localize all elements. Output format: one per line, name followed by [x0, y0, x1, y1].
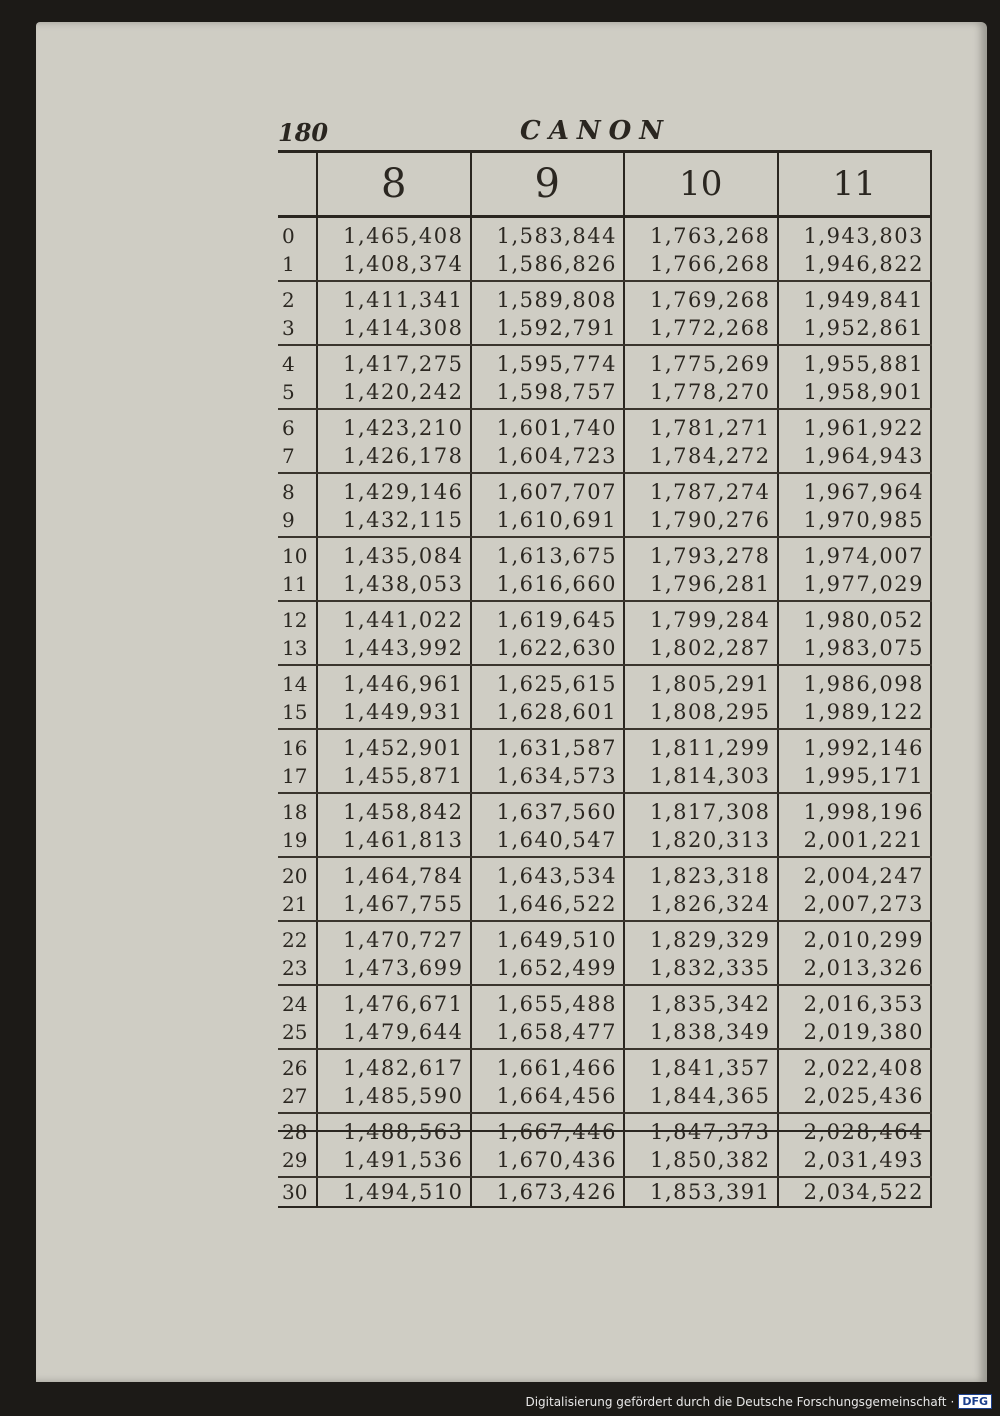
cell-col-8: 1,458,842 [317, 793, 471, 826]
table-row [278, 762, 931, 793]
cell-col-9: 1,655,488 [471, 985, 625, 1018]
cell-col-11: 1,949,841 [778, 281, 932, 314]
header-col-8: 8 [317, 152, 471, 217]
cell-col-9: 1,664,456 [471, 1082, 625, 1113]
table-row [278, 537, 931, 570]
cell-col-10: 1,808,295 [624, 698, 778, 729]
cell-col-10: 1,823,318 [624, 857, 778, 890]
cell-col-10: 1,841,357 [624, 1049, 778, 1082]
cell-col-8: 1,461,813 [317, 826, 471, 857]
footer-credit: Digitalisierung gefördert durch die Deutsche Forschungsgemeinschaft [525, 1394, 947, 1409]
table-row [278, 570, 931, 601]
row-index: 13 [278, 634, 317, 665]
cell-col-10: 1,835,342 [624, 985, 778, 1018]
table-row [278, 826, 931, 857]
table-row [278, 665, 931, 698]
table-row [278, 345, 931, 378]
row-index: 26 [282, 1056, 308, 1080]
table-row [278, 217, 931, 251]
cell-col-9: 1,616,660 [471, 570, 625, 601]
row-index: 23 [278, 954, 317, 985]
cell-col-10: 1,793,278 [624, 537, 778, 570]
row-index: 15 [278, 698, 317, 729]
cell-col-10: 1,829,329 [624, 921, 778, 954]
row-index: 30 [278, 1177, 317, 1207]
cell-col-9: 1,595,774 [471, 345, 625, 378]
cell-col-11: 2,031,493 [778, 1146, 932, 1177]
table-row [278, 409, 931, 442]
cell-col-9: 1,670,436 [471, 1146, 625, 1177]
cell-col-10: 1,769,268 [624, 281, 778, 314]
cell-col-8: 1,452,901 [317, 729, 471, 762]
cell-col-10: 1,844,365 [624, 1082, 778, 1113]
cell-col-8: 1,441,022 [317, 601, 471, 634]
row-index: 12 [282, 608, 308, 632]
cell-col-10: 1,766,268 [624, 250, 778, 281]
cell-col-11: 1,986,098 [778, 665, 932, 698]
cell-col-8: 1,476,671 [317, 985, 471, 1018]
table-row [278, 506, 931, 537]
cell-col-8: 1,429,146 [317, 473, 471, 506]
cell-col-11: 1,961,922 [778, 409, 932, 442]
cell-col-11: 1,974,007 [778, 537, 932, 570]
cell-col-10: 1,763,268 [624, 217, 778, 251]
cell-col-10: 1,811,299 [624, 729, 778, 762]
cell-col-11: 2,025,436 [778, 1082, 932, 1113]
cell-col-9: 1,628,601 [471, 698, 625, 729]
row-index: 17 [278, 762, 317, 793]
cell-col-11: 2,013,326 [778, 954, 932, 985]
footer: Digitalisierung gefördert durch die Deutsche Forschungsgemeinschaft · DFG [525, 1394, 992, 1409]
cell-col-11: 1,983,075 [778, 634, 932, 665]
table-row [278, 442, 931, 473]
cell-col-9: 1,673,426 [471, 1177, 625, 1207]
header-col-11: 11 [778, 152, 932, 217]
table-row [278, 729, 931, 762]
row-index: 9 [278, 506, 317, 537]
cell-col-11: 1,998,196 [778, 793, 932, 826]
cell-col-9: 1,604,723 [471, 442, 625, 473]
table-body [278, 217, 931, 1208]
row-index: 8 [282, 480, 295, 504]
cell-col-11: 2,004,247 [778, 857, 932, 890]
table-row [278, 793, 931, 826]
row-index: 5 [278, 378, 317, 409]
cell-col-11: 2,019,380 [778, 1018, 932, 1049]
cell-col-9: 1,643,534 [471, 857, 625, 890]
cell-col-9: 1,631,587 [471, 729, 625, 762]
cell-col-10: 1,853,391 [624, 1177, 778, 1207]
cell-col-10: 1,775,269 [624, 345, 778, 378]
cell-col-10: 1,796,281 [624, 570, 778, 601]
cell-col-8: 1,420,242 [317, 378, 471, 409]
cell-col-8: 1,449,931 [317, 698, 471, 729]
row-index: 2 [282, 288, 295, 312]
table-row [278, 857, 931, 890]
cell-col-11: 2,007,273 [778, 890, 932, 921]
dfg-logo: DFG [958, 1394, 992, 1409]
bottom-rule [278, 1130, 932, 1132]
canon-table [278, 150, 932, 1208]
cell-col-8: 1,464,784 [317, 857, 471, 890]
cell-col-8: 1,467,755 [317, 890, 471, 921]
row-index: 19 [278, 826, 317, 857]
cell-col-8: 1,455,871 [317, 762, 471, 793]
cell-col-8: 1,494,510 [317, 1177, 471, 1207]
cell-col-10: 1,778,270 [624, 378, 778, 409]
cell-col-10: 1,802,287 [624, 634, 778, 665]
cell-col-10: 1,832,335 [624, 954, 778, 985]
table-row [278, 985, 931, 1018]
cell-col-9: 1,622,630 [471, 634, 625, 665]
cell-col-9: 1,607,707 [471, 473, 625, 506]
cell-col-9: 1,601,740 [471, 409, 625, 442]
canon-table-wrapper [278, 150, 932, 1208]
row-index: 22 [282, 928, 308, 952]
cell-col-9: 1,583,844 [471, 217, 625, 251]
cell-col-10: 1,847,373 [624, 1113, 778, 1146]
cell-col-11: 1,992,146 [778, 729, 932, 762]
cell-col-9: 1,646,522 [471, 890, 625, 921]
cell-col-9: 1,598,757 [471, 378, 625, 409]
page-number: 180 [278, 118, 329, 147]
cell-col-8: 1,479,644 [317, 1018, 471, 1049]
cell-col-10: 1,838,349 [624, 1018, 778, 1049]
cell-col-8: 1,408,374 [317, 250, 471, 281]
table-row [278, 473, 931, 506]
cell-col-11: 2,028,464 [778, 1113, 932, 1146]
row-index: 10 [282, 544, 308, 568]
row-index: 1 [278, 250, 317, 281]
row-index: 16 [282, 736, 308, 760]
cell-col-8: 1,485,590 [317, 1082, 471, 1113]
cell-col-10: 1,805,291 [624, 665, 778, 698]
cell-col-9: 1,610,691 [471, 506, 625, 537]
cell-col-11: 1,955,881 [778, 345, 932, 378]
row-index: 25 [278, 1018, 317, 1049]
cell-col-8: 1,423,210 [317, 409, 471, 442]
cell-col-11: 1,980,052 [778, 601, 932, 634]
cell-col-9: 1,640,547 [471, 826, 625, 857]
row-index: 24 [282, 992, 308, 1016]
cell-col-10: 1,790,276 [624, 506, 778, 537]
cell-col-10: 1,787,274 [624, 473, 778, 506]
table-row [278, 1146, 931, 1177]
cell-col-9: 1,658,477 [471, 1018, 625, 1049]
table-row [278, 698, 931, 729]
row-index: 28 [282, 1120, 308, 1144]
cell-col-11: 2,010,299 [778, 921, 932, 954]
cell-col-11: 1,970,985 [778, 506, 932, 537]
cell-col-10: 1,820,313 [624, 826, 778, 857]
cell-col-9: 1,619,645 [471, 601, 625, 634]
cell-col-8: 1,435,084 [317, 537, 471, 570]
row-index: 20 [282, 864, 308, 888]
cell-col-10: 1,781,271 [624, 409, 778, 442]
cell-col-11: 2,016,353 [778, 985, 932, 1018]
row-index: 27 [278, 1082, 317, 1113]
table-row [278, 1177, 931, 1207]
cell-col-10: 1,826,324 [624, 890, 778, 921]
row-index: 29 [278, 1146, 317, 1177]
cell-col-9: 1,589,808 [471, 281, 625, 314]
cell-col-8: 1,411,341 [317, 281, 471, 314]
table-row [278, 1018, 931, 1049]
cell-col-11: 1,958,901 [778, 378, 932, 409]
cell-col-10: 1,817,308 [624, 793, 778, 826]
cell-col-11: 1,989,122 [778, 698, 932, 729]
cell-col-9: 1,613,675 [471, 537, 625, 570]
cell-col-8: 1,443,992 [317, 634, 471, 665]
table-row [278, 378, 931, 409]
cell-col-11: 1,943,803 [778, 217, 932, 251]
table-row [278, 954, 931, 985]
cell-col-9: 1,649,510 [471, 921, 625, 954]
cell-col-11: 1,977,029 [778, 570, 932, 601]
cell-col-9: 1,652,499 [471, 954, 625, 985]
cell-col-8: 1,417,275 [317, 345, 471, 378]
header-col-10: 10 [624, 152, 778, 217]
table-row [278, 921, 931, 954]
cell-col-8: 1,465,408 [317, 217, 471, 251]
cell-col-9: 1,637,560 [471, 793, 625, 826]
cell-col-9: 1,634,573 [471, 762, 625, 793]
row-index: 3 [278, 314, 317, 345]
cell-col-10: 1,850,382 [624, 1146, 778, 1177]
cell-col-10: 1,814,303 [624, 762, 778, 793]
cell-col-11: 1,964,943 [778, 442, 932, 473]
cell-col-8: 1,491,536 [317, 1146, 471, 1177]
row-index: 11 [278, 570, 317, 601]
cell-col-8: 1,473,699 [317, 954, 471, 985]
row-index: 0 [282, 224, 295, 248]
running-head: CANON [520, 116, 672, 146]
cell-col-8: 1,446,961 [317, 665, 471, 698]
cell-col-8: 1,414,308 [317, 314, 471, 345]
cell-col-10: 1,772,268 [624, 314, 778, 345]
cell-col-11: 1,995,171 [778, 762, 932, 793]
table-row [278, 601, 931, 634]
cell-col-8: 1,432,115 [317, 506, 471, 537]
table-row [278, 1082, 931, 1113]
cell-col-8: 1,470,727 [317, 921, 471, 954]
table-row [278, 1049, 931, 1082]
row-index: 18 [282, 800, 308, 824]
row-index: 6 [282, 416, 295, 440]
cell-col-8: 1,488,563 [317, 1113, 471, 1146]
cell-col-8: 1,438,053 [317, 570, 471, 601]
cell-col-11: 2,001,221 [778, 826, 932, 857]
cell-col-11: 2,022,408 [778, 1049, 932, 1082]
row-index: 4 [282, 352, 295, 376]
row-index: 7 [278, 442, 317, 473]
cell-col-9: 1,625,615 [471, 665, 625, 698]
table-row [278, 634, 931, 665]
row-index: 21 [278, 890, 317, 921]
header-col-9: 9 [471, 152, 625, 217]
cell-col-11: 2,034,522 [778, 1177, 932, 1207]
cell-col-8: 1,426,178 [317, 442, 471, 473]
cell-col-10: 1,799,284 [624, 601, 778, 634]
header-index [278, 152, 317, 217]
cell-col-11: 1,946,822 [778, 250, 932, 281]
cell-col-11: 1,952,861 [778, 314, 932, 345]
row-index: 14 [282, 672, 308, 696]
cell-col-10: 1,784,272 [624, 442, 778, 473]
cell-col-9: 1,586,826 [471, 250, 625, 281]
cell-col-11: 1,967,964 [778, 473, 932, 506]
cell-col-9: 1,667,446 [471, 1113, 625, 1146]
table-row [278, 890, 931, 921]
table-row [278, 250, 931, 281]
table-header-row [278, 152, 931, 217]
cell-col-9: 1,661,466 [471, 1049, 625, 1082]
table-row [278, 281, 931, 314]
table-row [278, 314, 931, 345]
cell-col-8: 1,482,617 [317, 1049, 471, 1082]
cell-col-9: 1,592,791 [471, 314, 625, 345]
